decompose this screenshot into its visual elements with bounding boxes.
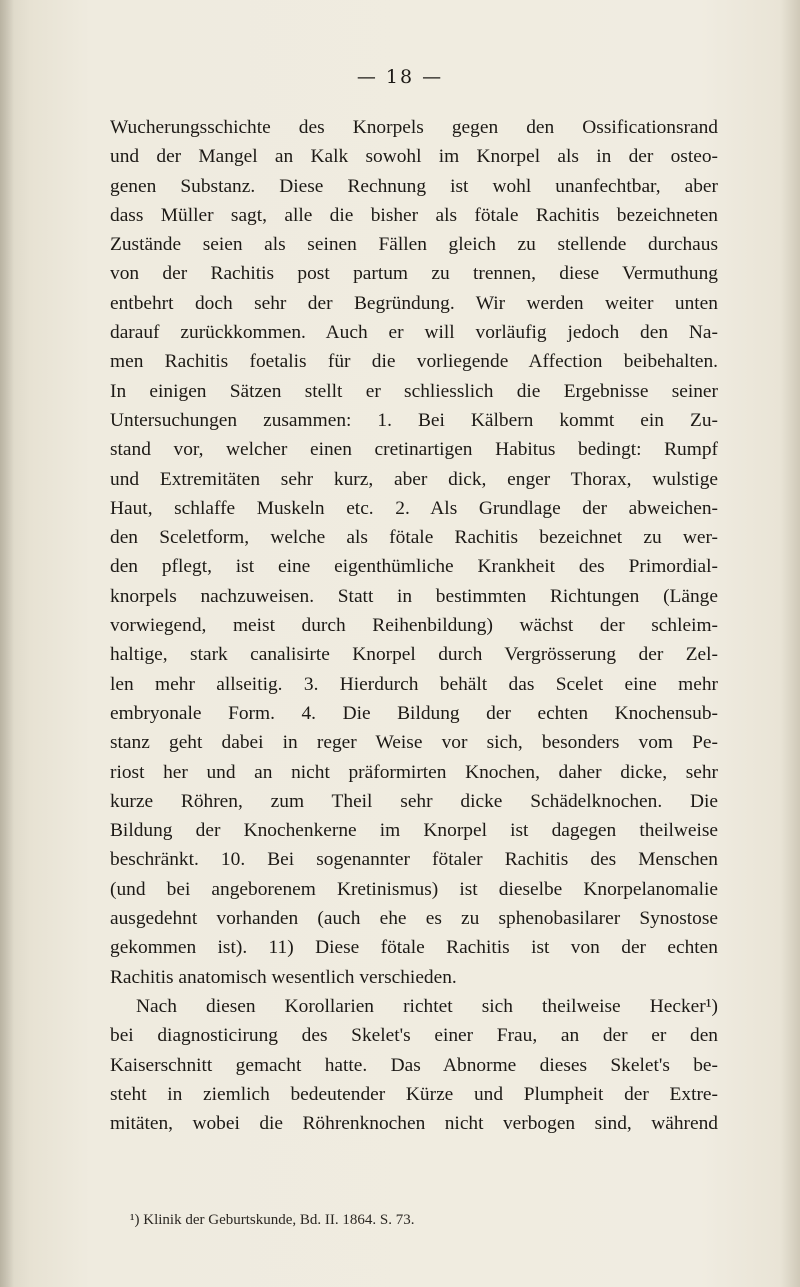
- text-line: genen Substanz. Diese Rechnung ist wohl unanfechtbar, aber: [110, 175, 718, 197]
- text-line: In einigen Sätzen stellt er schliesslich die Ergebnisse seiner: [110, 380, 718, 402]
- text-line: Kaiserschnitt gemacht hatte. Das Abnorme dieses Skelet's be-: [110, 1054, 718, 1076]
- text-line: riost her und an nicht präformirten Knochen, daher dicke, sehr: [110, 761, 718, 783]
- text-line: Wucherungsschichte des Knorpels gegen den Ossificationsrand: [110, 117, 718, 138]
- text-line: kurze Röhren, zum Theil sehr dicke Schädelknochen. Die: [110, 790, 718, 812]
- text-line: beschränkt. 10. Bei sogenannter fötaler Rachitis des Menschen: [110, 849, 718, 871]
- text-line: entbehrt doch sehr der Begründung. Wir werden weiter unten: [110, 292, 718, 314]
- text-line: Untersuchungen zusammen: 1. Bei Kälbern kommt ein Zu-: [110, 409, 718, 431]
- page-edge-shadow: [0, 0, 14, 1287]
- body-text: [110, 113, 718, 1138]
- text-line: und der Mangel an Kalk sowohl im Knorpel als in der osteo-: [110, 146, 718, 168]
- text-line: vorwiegend, meist durch Reihenbildung) wächst der schleim-: [110, 615, 718, 637]
- text-line: Zustände seien als seinen Fällen gleich zu stellende durchaus: [110, 234, 718, 256]
- text-line: gekommen ist). 11) Diese fötale Rachitis ist von der echten: [110, 937, 718, 959]
- text-line: embryonale Form. 4. Die Bildung der echten Knochensub-: [110, 702, 718, 724]
- text-line: dass Müller sagt, alle die bisher als fötale Rachitis bezeichneten: [110, 204, 718, 226]
- text-line: mitäten, wobei die Röhrenknochen nicht verbogen sind, während: [110, 1113, 718, 1135]
- text-line: Rachitis anatomisch wesentlich verschieden.: [110, 966, 457, 988]
- text-line: len mehr allseitig. 3. Hierdurch behält das Scelet eine mehr: [110, 673, 718, 695]
- footnote: ¹) Klinik der Geburtskunde, Bd. II. 1864. S. 73.: [130, 1212, 415, 1228]
- text-line: Haut, schlaffe Muskeln etc. 2. Als Grundlage der abweichen-: [110, 497, 718, 519]
- text-line: stanz geht dabei in reger Weise vor sich, besonders vom Pe-: [110, 732, 718, 754]
- page-number: — 18 —: [356, 66, 444, 88]
- text-line: den pflegt, ist eine eigenthümliche Krankheit des Primordial-: [110, 556, 718, 578]
- text-line: knorpels nachzuweisen. Statt in bestimmten Richtungen (Länge: [110, 585, 718, 607]
- text-line: Nach diesen Korollarien richtet sich theilweise Hecker¹): [136, 995, 718, 1017]
- text-line: den Sceletform, welche als fötale Rachitis bezeichnet zu wer-: [110, 527, 718, 549]
- text-line: stand vor, welcher einen cretinartigen Habitus bedingt: Rumpf: [110, 439, 718, 461]
- text-line: darauf zurückkommen. Auch er will vorläufig jedoch den Na-: [110, 322, 718, 344]
- text-line: steht in ziemlich bedeutender Kürze und Plumpheit der Extre-: [110, 1083, 718, 1105]
- text-line: ausgedehnt vorhanden (auch ehe es zu sphenobasilarer Synostose: [110, 908, 718, 930]
- text-line: bei diagnosticirung des Skelet's einer Frau, an der er den: [110, 1025, 718, 1047]
- text-line: (und bei angeborenem Kretinismus) ist dieselbe Knorpelanomalie: [110, 878, 718, 900]
- text-line: und Extremitäten sehr kurz, aber dick, enger Thorax, wulstige: [110, 468, 718, 490]
- text-line: Bildung der Knochenkerne im Knorpel ist dagegen theilweise: [110, 820, 718, 842]
- text-line: von der Rachitis post partum zu trennen, diese Vermuthung: [110, 263, 718, 285]
- text-line: men Rachitis foetalis für die vorliegende Affection beibehalten.: [110, 351, 718, 373]
- text-line: haltige, stark canalisirte Knorpel durch Vergrösserung der Zel-: [110, 644, 718, 666]
